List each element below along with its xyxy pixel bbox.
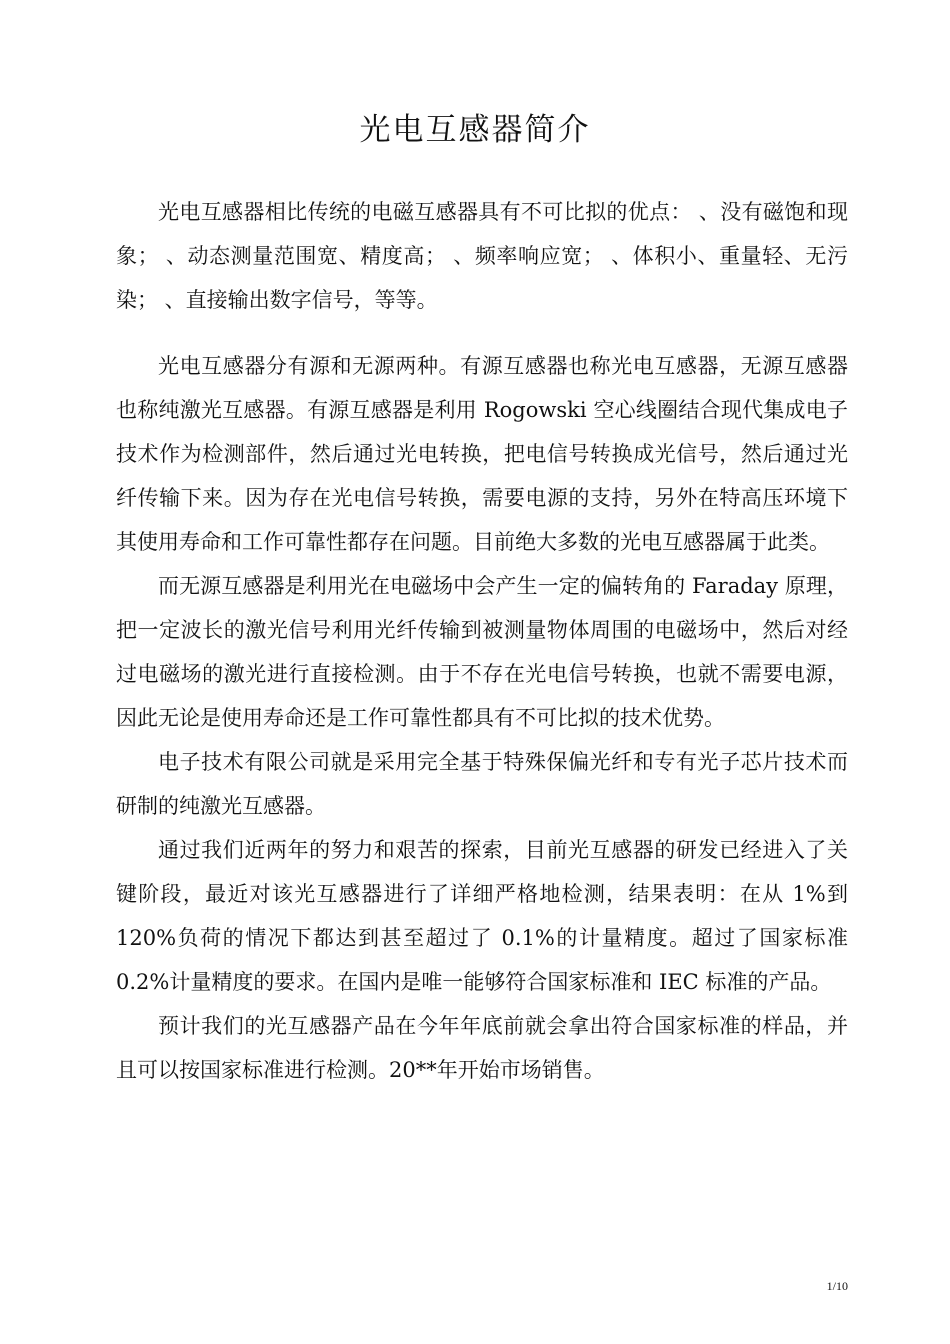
document-title: 光电互感器简介 [359,112,591,148]
paragraph-active-passive: 光电互感器分有源和无源两种。有源互感器也称光电互感器，无源互感器也称纯激光互感器。有源互感器是利用 Rogowski 空心线圈结合现代集成电子技术作为检测部件，然后通过光电转换，把电信号转换成光信号，然后通过光纤传输下来。因为存在光电信号转换，需要电源的支持，另外在特高压环境下其使用寿命和工作可靠性都存在问题。目前绝大多数的光电互感器属于此类。 [116,354,848,554]
paragraph-advantages: 光电互感器相比传统的电磁互感器具有不可比拟的优点： 、没有磁饱和现象； 、动态测量范围宽、精度高； 、频率响应宽； 、体积小、重量轻、无污染； 、直接输出数字信号，等等。 [116,200,848,312]
paragraph-company: 电子技术有限公司就是采用完全基于特殊保偏光纤和专有光子芯片技术而研制的纯激光互感器。 [116,750,848,818]
paragraph-research-results: 通过我们近两年的努力和艰苦的探索，目前光互感器的研发已经进入了关键阶段，最近对该光互感器进行了详细严格地检测，结果表明：在从 1%到 120%负荷的情况下都达到甚至超过了 0.1%的计量精度。超过了国家标准 0.2%计量精度的要求。在国内是唯一能够符合国家标准和 IEC 标准的产品。 [116,838,848,994]
page-number: 1/10 [826,1279,848,1293]
document-body [116,190,848,1092]
paragraph-outlook: 预计我们的光互感器产品在今年年底前就会拿出符合国家标准的样品，并且可以按国家标准进行检测。20**年开始市场销售。 [116,1014,848,1082]
paragraph-passive-principle: 而无源互感器是利用光在电磁场中会产生一定的偏转角的 Faraday 原理，把一定波长的激光信号利用光纤传输到被测量物体周围的电磁场中，然后对经过电磁场的激光进行直接检测。由于不存在光电信号转换，也就不需要电源，因此无论是使用寿命还是工作可靠性都具有不可比拟的技术优势。 [116,574,848,730]
